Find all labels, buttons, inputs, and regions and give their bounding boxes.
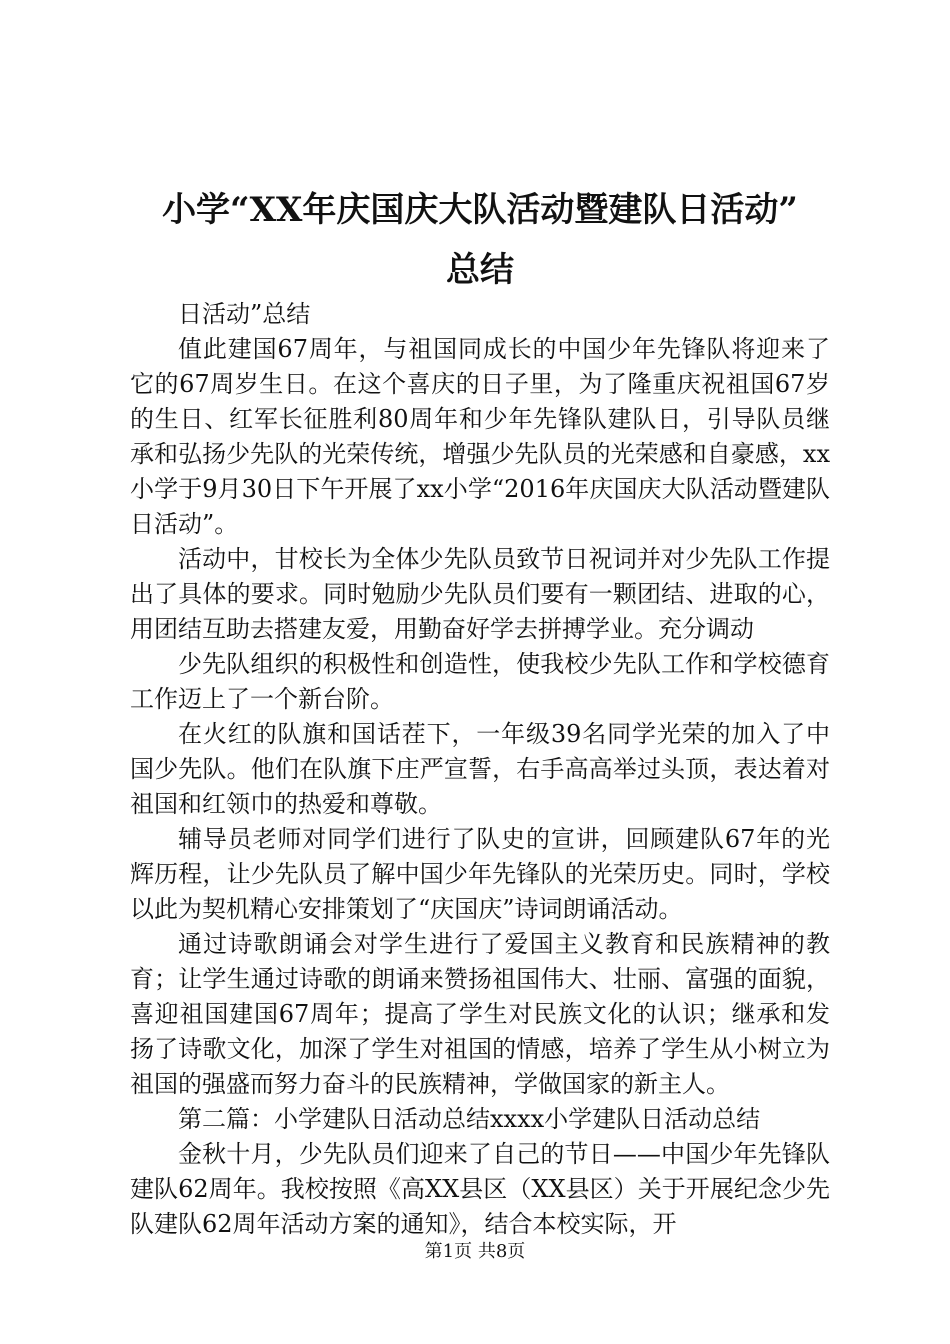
document-body (130, 297, 830, 1242)
document-title-line-2: 总结 (446, 250, 514, 290)
paragraph: 第二篇：小学建队日活动总结xxxx小学建队日活动总结 (178, 1105, 761, 1133)
paragraph: 值此建国67周年，与祖国同成长的中国少年先锋队将迎来了它的67周岁生日。在这个喜庆的日子里，为了隆重庆祝祖国67岁的生日、红军长征胜利80周年和少年先锋队建队日，引导队员继承和弘扬少先队的光荣传统，增强少先队员的光荣感和自豪感，xx小学于9月30日下午开展了xx小学“2016年庆国庆大队活动暨建队日活动”。 (130, 335, 830, 538)
paragraph: 通过诗歌朗诵会对学生进行了爱国主义教育和民族精神的教育；让学生通过诗歌的朗诵来赞扬祖国伟大、壮丽、富强的面貌，喜迎祖国建国67周年；提高了学生对民族文化的认识；继承和发扬了诗歌文化，加深了学生对祖国的情感，培养了学生从小树立为祖国的强盛而努力奋斗的民族精神，学做国家的新主人。 (130, 930, 830, 1098)
paragraph: 在火红的队旗和国话茬下，一年级39名同学光荣的加入了中国少先队。他们在队旗下庄严宣誓，右手高高举过头顶，表达着对祖国和红领巾的热爱和尊敬。 (130, 720, 830, 818)
paragraph: 辅导员老师对同学们进行了队史的宣讲，回顾建队67年的光辉历程，让少先队员了解中国少年先锋队的光荣历史。同时，学校以此为契机精心安排策划了“庆国庆”诗词朗诵活动。 (130, 825, 830, 923)
document-title-line-1: 小学“XX年庆国庆大队活动暨建队日活动” (162, 190, 798, 230)
paragraph: 金秋十月，少先队员们迎来了自己的节日——中国少年先锋队建队62周年。我校按照《高XX县区（XX县区）关于开展纪念少先队建队62周年活动方案的通知》，结合本校实际，开 (130, 1140, 830, 1238)
paragraph: 活动中，甘校长为全体少先队员致节日祝词并对少先队工作提出了具体的要求。同时勉励少先队员们要有一颗团结、进取的心，用团结互助去搭建友爱，用勤奋好学去拼搏学业。充分调动 (130, 545, 830, 643)
paragraph: 少先队组织的积极性和创造性，使我校少先队工作和学校德育工作迈上了一个新台阶。 (130, 650, 830, 713)
page-number-footer: 第1页 共8页 (424, 1241, 526, 1262)
paragraph: 日活动”总结 (178, 300, 311, 328)
